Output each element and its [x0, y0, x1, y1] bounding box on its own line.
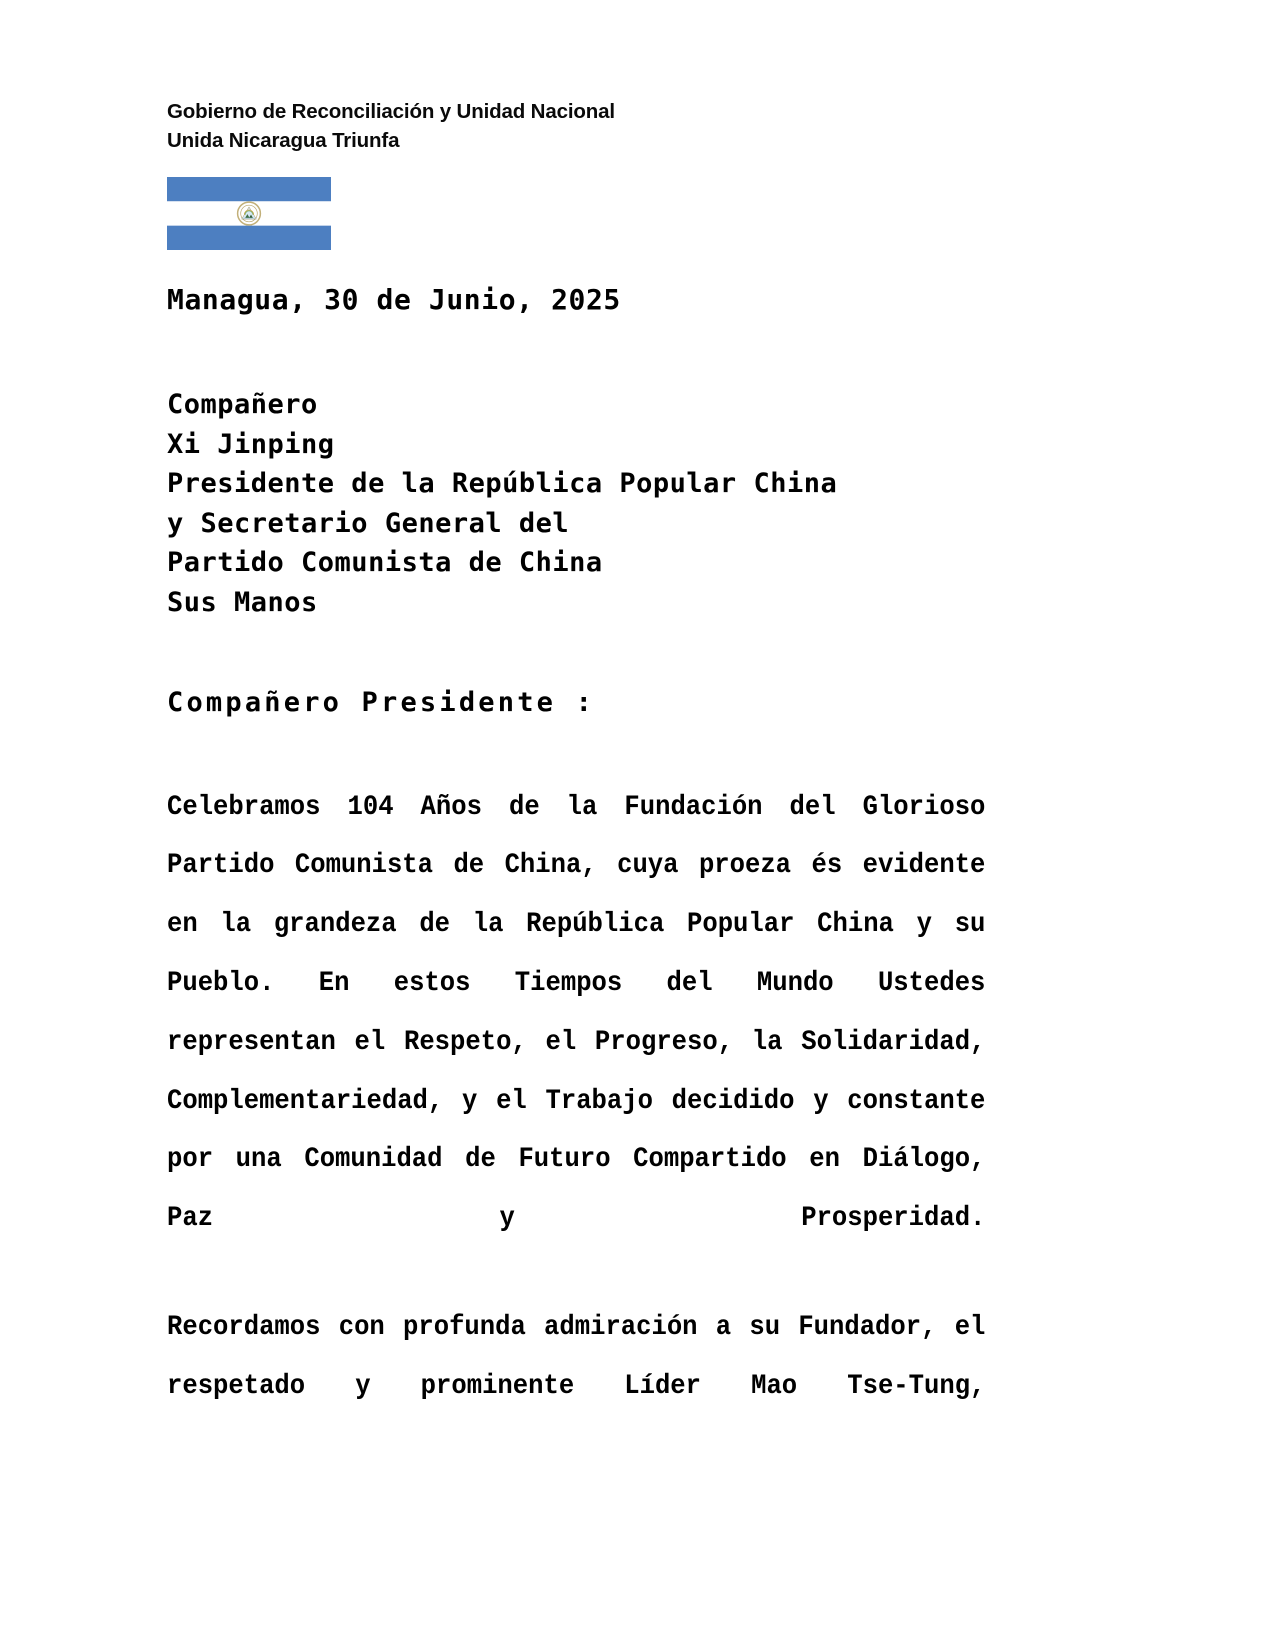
addressee-line-delivery: Sus Manos — [167, 586, 318, 618]
body-paragraph-1: Celebramos 104 Años de la Fundación del Glorioso Partido Comunista de China, cuya proeza és evidente en la grandeza de la República Popular China y su Pueblo. En estos Tiempos del Mundo Ustedes representan el Respeto, el Progreso, la Solidaridad, Complementariedad, y el Trabajo decidido y constante por una Comunidad de Futuro Compartido en Diálogo, Paz y Prosperidad. — [167, 791, 986, 1235]
date-line: Managua, 30 de Junio, 2025 — [167, 283, 621, 316]
letterhead — [167, 0, 1057, 155]
addressee-line-name: Xi Jinping — [167, 428, 335, 460]
addressee-block — [167, 385, 1057, 623]
body-paragraph-2: Recordamos con profunda admiración a su Fundador, el respetado y prominente Líder Mao Tse-Tung, — [167, 1311, 986, 1402]
letterhead-line-1: Gobierno de Reconciliación y Unidad Nacional — [167, 100, 615, 123]
addressee-line-title-3: Partido Comunista de China — [167, 547, 603, 579]
letter-body — [167, 779, 985, 1417]
nicaragua-flag — [167, 177, 331, 250]
nicaragua-flag-icon — [167, 177, 331, 250]
letter-content — [167, 0, 1057, 1417]
addressee-line-salutation-title: Compañero — [167, 389, 318, 420]
addressee-line-title-2: y Secretario General del — [167, 507, 570, 539]
addressee-line-title-1: Presidente de la República Popular China — [167, 468, 838, 500]
salutation-line: Compañero Presidente : — [167, 686, 596, 718]
letterhead-line-2: Unida Nicaragua Triunfa — [167, 129, 400, 152]
